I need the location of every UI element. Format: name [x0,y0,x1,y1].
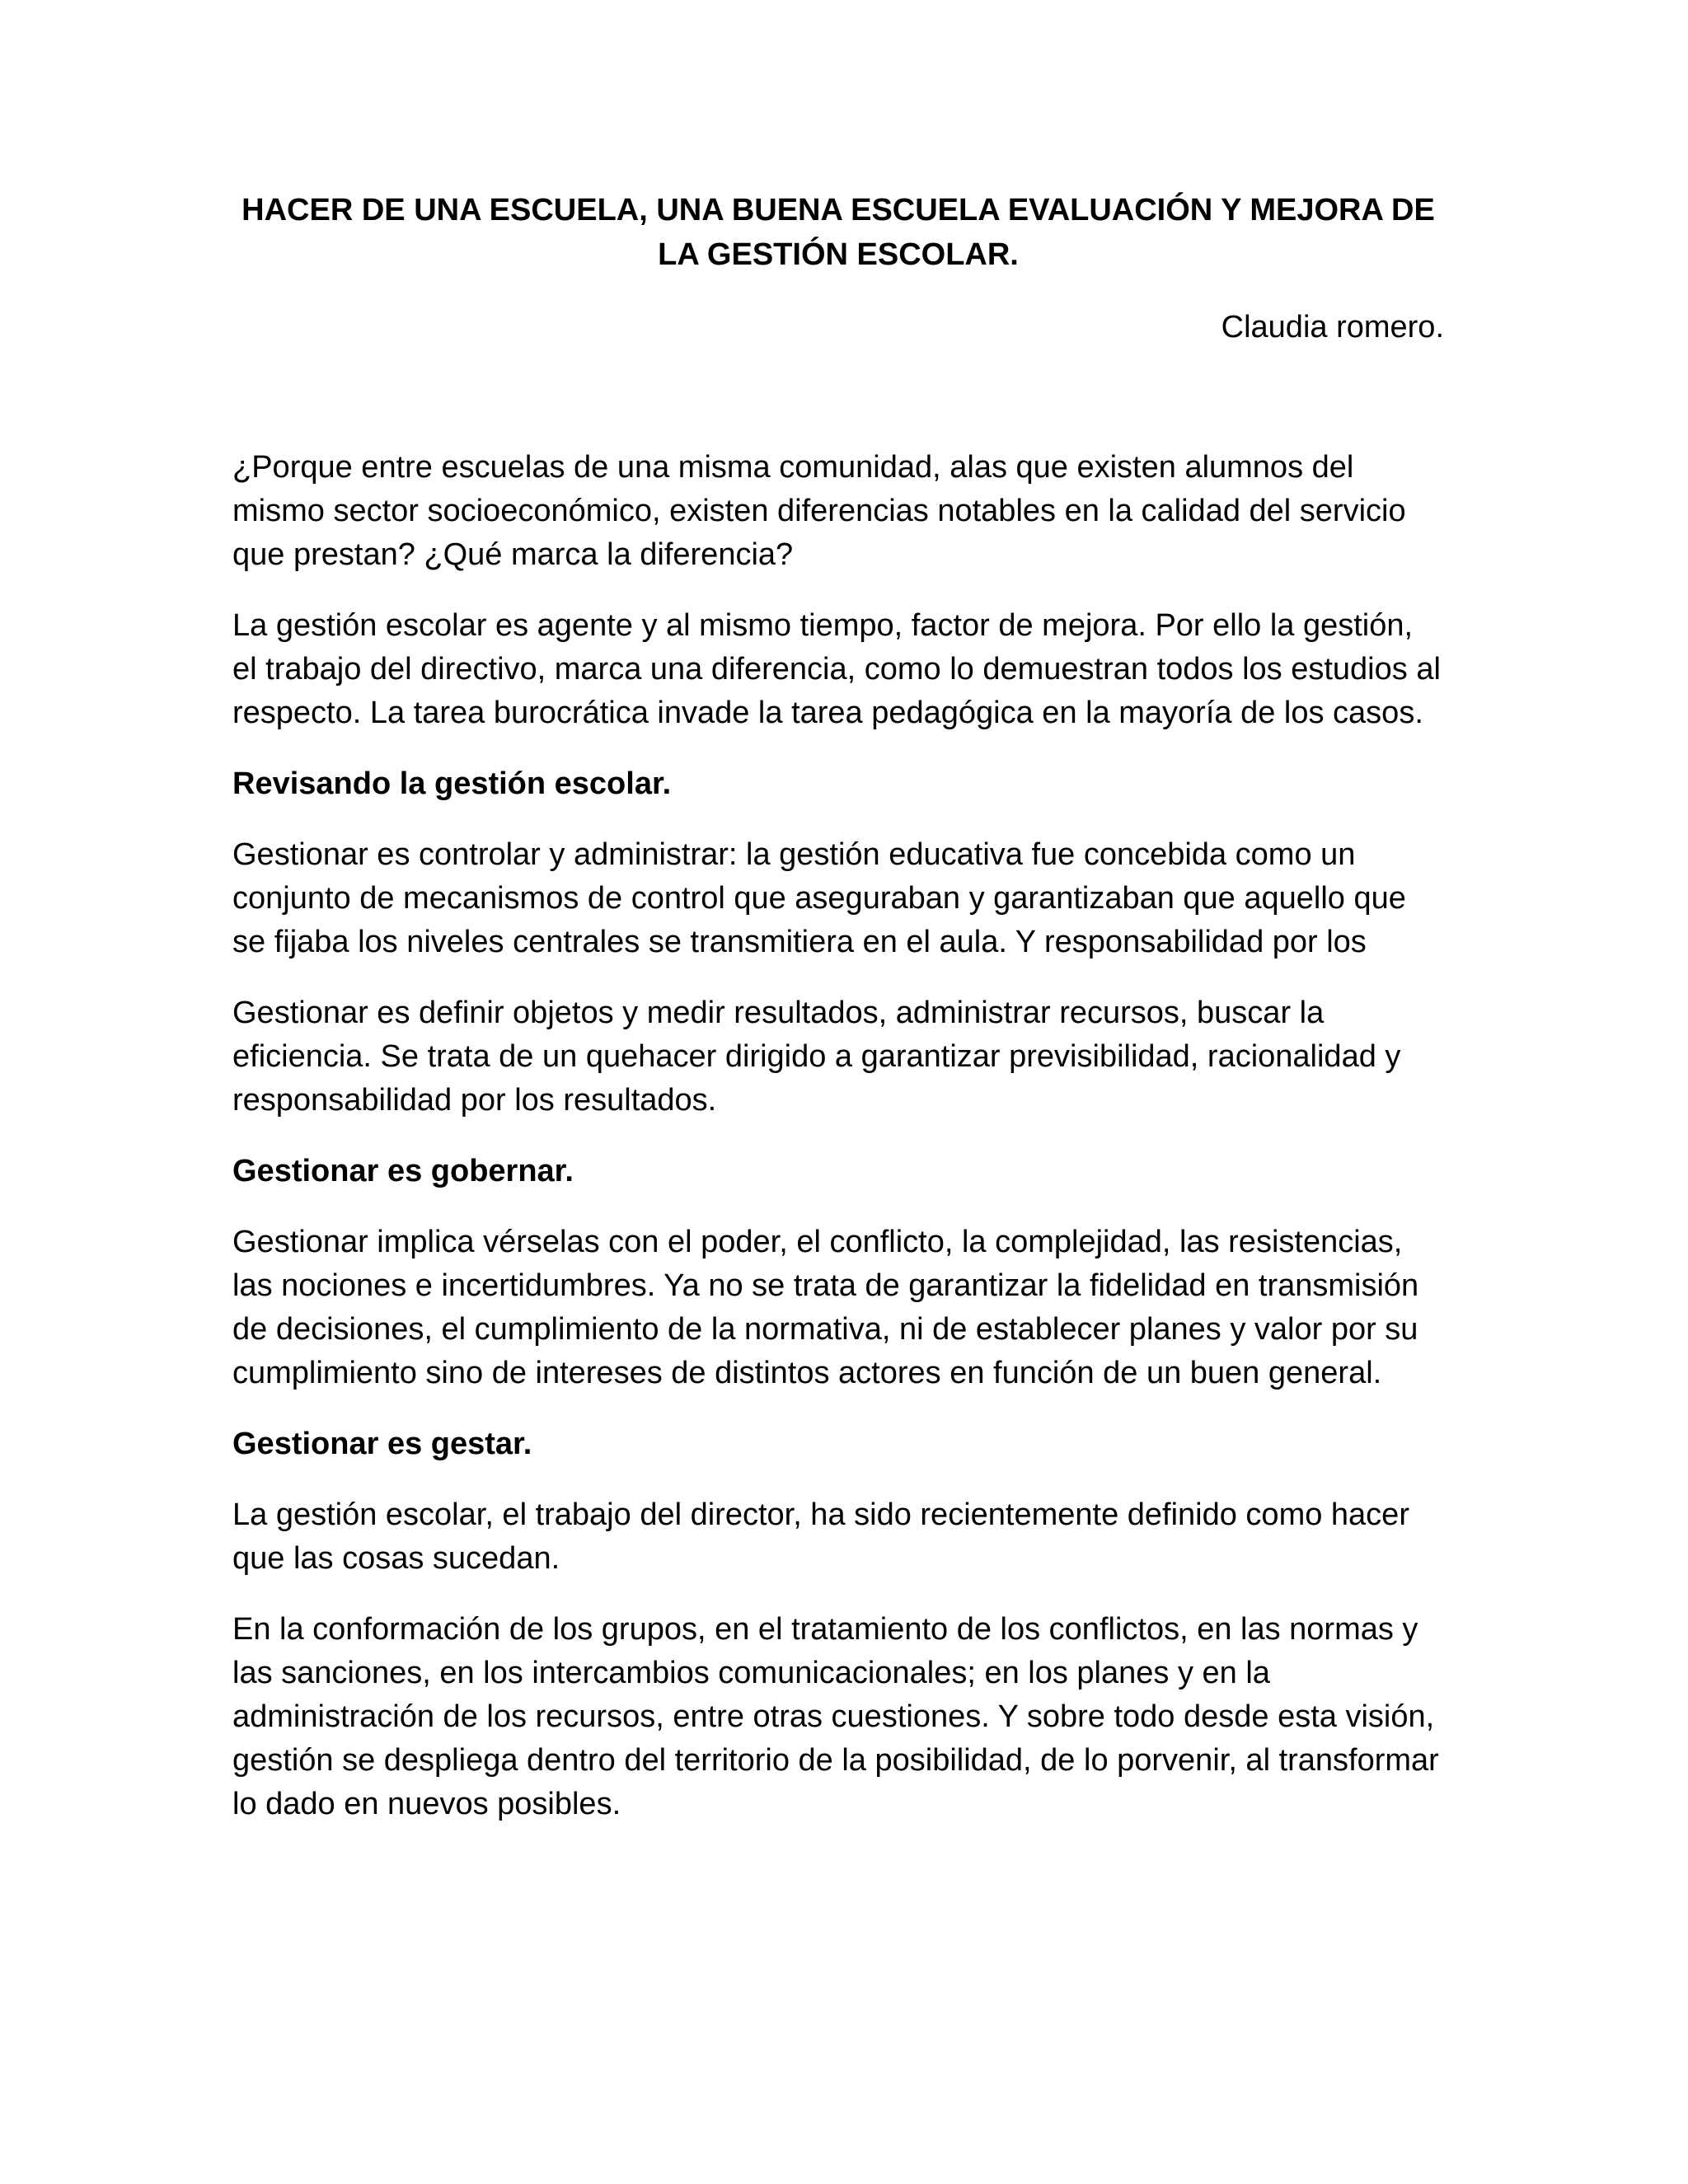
paragraph-definir-objetos: Gestionar es definir objetos y medir resultados, administrar recursos, buscar la eficiencia. Se trata de un quehacer dirigido a garantizar previsibilidad, racionalidad y responsabilidad por los resultados. [232,996,1401,1118]
paragraph-conformacion-grupos: En la conformación de los grupos, en el tratamiento de los conflictos, en las normas y las sanciones, en los intercambios comunicacionales; en los planes y en la administración de los recursos, entre otras cuestiones. Y sobre todo desde esta visión, gestión se despliega dentro del territorio de la posibilidad, de lo porvenir, al transformar lo dado en nuevos posibles. [232,1612,1439,1821]
heading-gestionar-gobernar: Gestionar es gobernar. [232,1154,574,1188]
document-content [232,188,1444,1854]
paragraph-cosas-sucedan: La gestión escolar, el trabajo del director, ha sido recientemente definido como hacer que las cosas sucedan. [232,1497,1409,1576]
paragraph-intro-question: ¿Porque entre escuelas de una misma comunidad, alas que existen alumnos del mismo sector socioeconómico, existen diferencias notables en la calidad del servicio que prestan? ¿Qué marca la diferencia? [232,450,1406,572]
document-body [232,446,1444,1826]
paragraph-verselas-poder: Gestionar implica vérselas con el poder, el conflicto, la complejidad, las resistencias, las nociones e incertidumbres. Ya no se trata de garantizar la fidelidad en transmisión de decisiones, el cumplimiento de la normativa, ni de establecer planes y valor por su cumplimiento sino de intereses de distintos actores en función de un buen general. [232,1225,1419,1390]
paragraph-gestion-agente: La gestión escolar es agente y al mismo tiempo, factor de mejora. Por ello la gestión, el trabajo del directivo, marca una diferencia, como lo demuestran todos los estudios al respecto. La tarea burocrática invade la tarea pedagógica en la mayoría de los casos. [232,608,1441,730]
heading-revisando-gestion: Revisando la gestión escolar. [232,766,672,801]
document-title: HACER DE UNA ESCUELA, UNA BUENA ESCUELA EVALUACIÓN Y MEJORA DE LA GESTIÓN ESCOLAR. [241,193,1435,272]
paragraph-controlar-administrar: Gestionar es controlar y administrar: la gestión educativa fue concebida como un conjunto de mecanismos de control que aseguraban y garantizaban que aquello que se fijaba los niveles centrales se transmitiera en el aula. Y responsabilidad por los [232,837,1406,959]
heading-gestionar-gestar: Gestionar es gestar. [232,1427,532,1461]
document-author: Claudia romero. [1221,310,1444,344]
